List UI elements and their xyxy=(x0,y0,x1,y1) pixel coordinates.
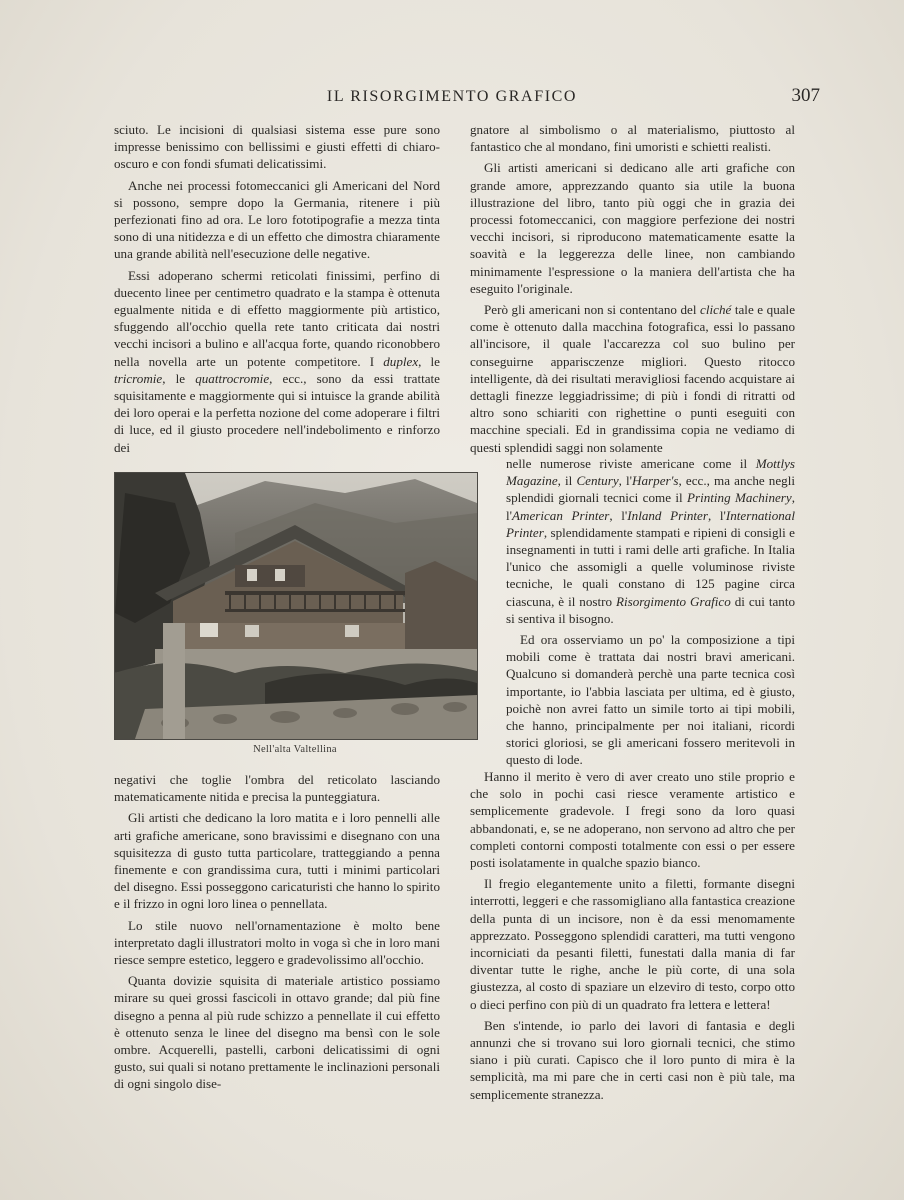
text-run: Essi adoperano schermi reticolati finissimi, perfino di duecento linee per centimetro quadrato e la stampa è ottenuta egualmente nitida e di effetto maggiormente più artistico, sfuggendo all'occhio quella rete tanto criticata dai nostri vecchi incisori a bulino e all'acqua forte, quando riconobbero nella novella arte un potente competitore. I xyxy=(114,267,440,369)
paragraph: gnatore al simbolismo o al materialismo, piuttosto al fantastico che al mondano, fini umoristi e schietti realisti. xyxy=(470,122,795,155)
running-title: IL RISORGIMENTO GRAFICO xyxy=(326,88,578,105)
paragraph: sciuto. Le incisioni di qualsiasi sistema esse pure sono impresse benissimo con bellissimi e giusti effetti di chiaro-oscuro e con fondi sfumati delicatissimi. xyxy=(114,122,440,172)
paragraph: Anche nei processi fotomeccanici gli Americani del Nord si possono, sempre dopo la Germania, ritenere i più perfezionati fino ad ora. Le loro fototipografie a mezza tinta sono di una nitidezza e di un effetto che dimostra chiaramente una grande abilità nell'esecuzione delle negative. xyxy=(114,177,440,262)
running-head xyxy=(0,84,904,114)
text-run: , le xyxy=(418,353,440,369)
italic-term: cliché xyxy=(700,302,732,318)
italic-term: quattrocromie xyxy=(195,370,270,386)
italic-title: Printing Machinery xyxy=(687,490,792,506)
paragraph: negativi che toglie l'ombra del reticolato lasciando matematicamente nitida e precisa la punteggiatura. xyxy=(114,772,440,805)
text-run: , il xyxy=(557,473,577,489)
text-run: Però gli americani non si contentano del xyxy=(484,302,701,318)
paragraph: Gli artisti che dedicano la loro matita e i loro pennelli alle arti grafiche americane, sono bravissimi e disegnano con una squisitezza di gusto tutta particolare, tratteggiando a penna finemente e con grandissima cura, tutti i minimi particolari del disegno. Essi posseggono caricaturisti che hanno lo spirito e il frizzo in ogni loro linea o pennellata. xyxy=(114,810,440,912)
italic-title: Mottlys Magazine xyxy=(506,456,795,489)
italic-title: Inland Printer xyxy=(627,507,708,523)
text-run: tale e quale come è ottenuto dalla macchina fotografica, essi lo passano all'incisore, il quale l'accarezza col suo bulino per conseguirne apparisczenze migliori. Questo ritocco intelligente, dà dei risultati meravigliosi facendo acquistare ai dettagli finezze leggiadrissime; di più i fondi di ritratti od altro sono schiariti con righettine o punti eseguiti con macchine speciali. Ed in grandissima copia ne vediamo di questi splendidi saggi non solamente xyxy=(470,302,795,455)
chalet-illustration xyxy=(115,473,477,739)
left-column-bottom xyxy=(114,771,440,1097)
paragraph xyxy=(114,267,440,456)
text-run: , ecc., sono da essi trattate squisitamente e maggiormente qui si intuisce la grande abilità dei loro operai e la perfetta nozione del come adoperare i filtri di luce, ed il giusto procedere nell'indebolimento e rinforzo dei xyxy=(114,370,440,455)
italic-title: Risorgimento Grafico xyxy=(616,593,731,609)
italic-title: American Printer xyxy=(512,507,610,523)
figure-caption: Nell'alta Valtellina xyxy=(253,744,337,755)
paragraph: Hanno il merito è vero di aver creato uno stile proprio e che solo in pochi casi riesce veramente artistico e semplicemente gradevole. I fregi sono da loro quasi abbandonati, e, se ne adoperano, non servono ad altro che per completi contorni composti totalmente con essi o per essere posti isolatamente in qualche spazio bianco. xyxy=(470,769,795,871)
paragraph: Quanta dovizie squisita di materiale artistico possiamo mirare su quei grossi fascicoli in ottavo grande; dal più fine disegno a penna al più rude schizzo a pennellate il cui effetto è ottenuto senza le linee del disegno ma bensì con le sole ombre. Acquerelli, pastelli, carboni delicatissimi di ogni gusto, sui quali si notano prettamente le inclinazioni personali di ogni singolo dise- xyxy=(114,973,440,1092)
right-column-top xyxy=(470,121,795,460)
paragraph: Ed ora osserviamo un po' la composizione a tipi mobili come è trattata dai nostri bravi americani. Qualcuno si domanderà perchè una parte tecnica così importante, io l'abbia lasciata per ultima, ed è giusto, poichè non avrei fatto un simile torto ai tipi mobili, che hanno, principalmente per noi italiani, ricordi storici gloriosi, se gli americani fossero meritevoli in questo di lode. xyxy=(506,632,795,768)
text-run: , l' xyxy=(609,507,628,523)
text-run: nelle numerose riviste americane come il xyxy=(506,456,756,471)
paragraph: Il fregio elegantemente unito a filetti, formante disegni interrotti, leggeri e che rassomigliano alla fantastica creazione della punta di un incisore, non è da essi menomamente apprezzato. Posseggono splendidi caratteri, ma tutti vengono incorniciati da pesanti filetti, funestati dalla mania di far diventar tutte le righe, anche le più corte, di una sola giustezza, al costo di spaziare un elzeviro di testo, corpo otto o dieci perfino con più di un quadrato fra lettera e lettera! xyxy=(470,876,796,1012)
text-run: di cui tanto si sentiva il bisogno. xyxy=(506,593,795,626)
photograph-alpine-chalet xyxy=(114,472,478,740)
paragraph xyxy=(470,301,795,456)
text-run: , l' xyxy=(618,473,633,489)
right-column-bottom xyxy=(470,768,795,1107)
page-number: 307 xyxy=(791,85,820,106)
italic-title: Harper's xyxy=(632,473,679,489)
text-run: , l' xyxy=(707,507,726,523)
text-run: , le xyxy=(162,370,196,386)
italic-title: International Printer xyxy=(506,507,795,540)
left-column-top xyxy=(114,121,440,460)
italic-title: Century xyxy=(576,473,619,489)
text-run: , l' xyxy=(506,490,795,523)
paragraph: Lo stile nuovo nell'ornamentazione è molto bene interpretato dagli illustratori molto in voga sì che in loro mani riesce sempre estetico, leggero e gradevolissimo all'occhio. xyxy=(114,917,440,968)
text-run: , ecc., ma anche negli splendidi giornali tecnici come il xyxy=(506,473,795,506)
italic-term: tricromie xyxy=(114,370,163,386)
paragraph: Ben s'intende, io parlo dei lavori di fantasia e degli annunzi che si trovano sui loro giornali tecnici, che stimo siano i più curati. Capisco che il loro punto di mira è la semplicità, ma mi pare che in certi casi non è più tale, ma semplicemente stranezza. xyxy=(470,1017,795,1102)
right-column-wrap xyxy=(506,455,795,773)
italic-term: duplex xyxy=(383,353,419,369)
paragraph xyxy=(506,455,795,627)
text-run: , splendidamente stampati e ripieni di consigli e insegnamenti in tutti i rami delle arti grafiche. In Italia l'unico che assomigli a quelle voluminose riviste tecniche, le quali constano di 125 pagine circa ciascuna, è il nostro xyxy=(506,524,795,609)
paragraph: Gli artisti americani si dedicano alle arti grafiche con grande amore, apprezzando quanto sia utile la buona illustrazione del libro, tanto più oggi che in grazia dei processi fotomeccanici, con maggiore perfezione dei nostri vecchi incisori, si riproducono matematicamente esatte la soavità e la leggerezza delle linee, non cambiando minimamente l'espressione o la maniera dell'artista che ha eseguito l'originale. xyxy=(470,160,795,296)
